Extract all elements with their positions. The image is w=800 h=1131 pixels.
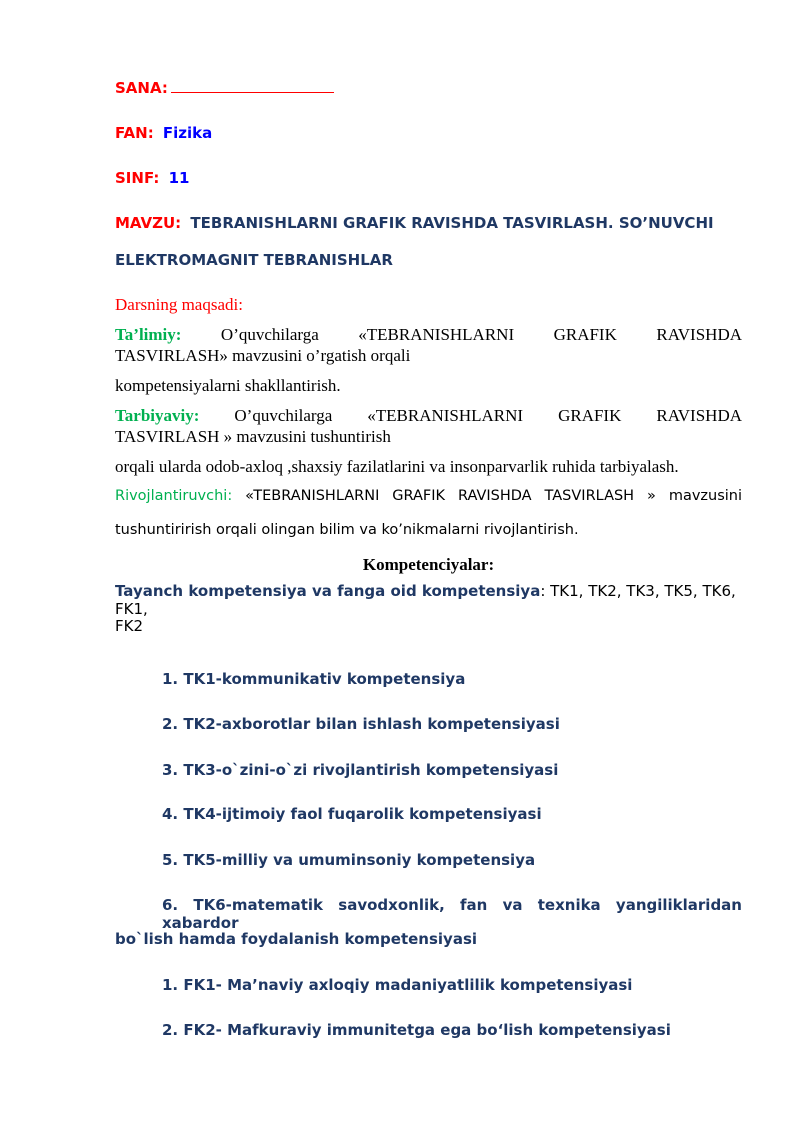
competency-item-6-line1: 6. TK6-matematik savodxonlik, fan va texnika yangiliklaridan xabardor xyxy=(162,896,742,932)
mavzu-title-line1: TEBRANISHLARNI GRAFIK RAVISHDA TASVIRLASH. SO’NUVCHI xyxy=(190,214,714,232)
tarbiyaviy-line1-row xyxy=(115,406,742,426)
fan-label: FAN: xyxy=(115,124,154,142)
sana-label: SANA: xyxy=(115,79,168,97)
goals-title: Darsning maqsadi: xyxy=(115,295,243,314)
talimiy-line2: TASVIRLASH» mavzusini o’rgatish orqali xyxy=(115,346,411,365)
fk-item-1: 1. FK1- Ma’naviy axloqiy madaniyatlilik kompetensiyasi xyxy=(162,976,633,994)
base-competency-list-cont: FK2 xyxy=(115,617,144,635)
competency-item-5: 5. TK5-milliy va umuminsoniy kompetensiya xyxy=(162,851,536,869)
sana-blank-line xyxy=(171,78,334,93)
competency-item-1: 1. TK1-kommunikativ kompetensiya xyxy=(162,670,466,688)
rivojlantiruvchi-line1: «TEBRANISHLARNI GRAFIK RAVISHDA TASVIRLASH » mavzusini xyxy=(245,488,743,504)
rivojlantiruvchi-line1-row xyxy=(115,488,742,504)
competency-item-3: 3. TK3-o`zini-o`zi rivojlantirish kompetensiyasi xyxy=(162,761,559,779)
talimiy-line1: O’quvchilarga «TEBRANISHLARNI GRAFIK RAVISHDA xyxy=(220,325,743,344)
base-competency-label: Tayanch kompetensiya va fanga oid kompetensiya xyxy=(115,582,541,600)
fan-row xyxy=(115,124,212,142)
competencies-title: Kompetenciyalar: xyxy=(362,555,495,574)
sana-row xyxy=(115,78,334,97)
mavzu-row xyxy=(115,214,745,232)
sinf-value: 11 xyxy=(168,169,190,187)
fan-value: Fizika xyxy=(162,124,213,142)
rivojlantiruvchi-label: Rivojlantiruvchi: xyxy=(115,488,233,504)
talimiy-label: Ta’limiy: xyxy=(115,325,182,344)
competency-item-6-line2: bo`lish hamda foydalanish kompetensiyasi xyxy=(115,930,478,948)
mavzu-label: MAVZU: xyxy=(115,214,182,232)
competency-item-2: 2. TK2-axborotlar bilan ishlash kompetensiyasi xyxy=(162,715,560,733)
sinf-row xyxy=(115,169,189,187)
talimiy-line3: kompetensiyalarni shakllantirish. xyxy=(115,376,341,395)
base-competency-row xyxy=(115,582,745,618)
sinf-label: SINF: xyxy=(115,169,160,187)
tarbiyaviy-line2: TASVIRLASH » mavzusini tushuntirish xyxy=(115,427,391,446)
mavzu-title-line2: ELEKTROMAGNIT TEBRANISHLAR xyxy=(115,251,393,269)
talimiy-line1-row xyxy=(115,325,742,345)
tarbiyaviy-label: Tarbiyaviy: xyxy=(115,406,200,425)
competency-item-4: 4. TK4-ijtimoiy faol fuqarolik kompetensiyasi xyxy=(162,805,542,823)
tarbiyaviy-line3: orqali ularda odob-axloq ,shaxsiy fazilatlarini va insonparvarlik ruhida tarbiyalash. xyxy=(115,457,679,476)
rivojlantiruvchi-line2: tushuntirirish orqali olingan bilim va ko’nikmalarni rivojlantirish. xyxy=(115,522,579,538)
base-competency-list: : TK1, TK2, TK3, TK5, TK6, FK1, xyxy=(115,582,736,618)
tarbiyaviy-line1: O’quvchilarga «TEBRANISHLARNI GRAFIK RAVISHDA xyxy=(234,406,743,425)
fk-item-2: 2. FK2- Mafkuraviy immunitetga ega bo‘lish kompetensiyasi xyxy=(162,1021,671,1039)
